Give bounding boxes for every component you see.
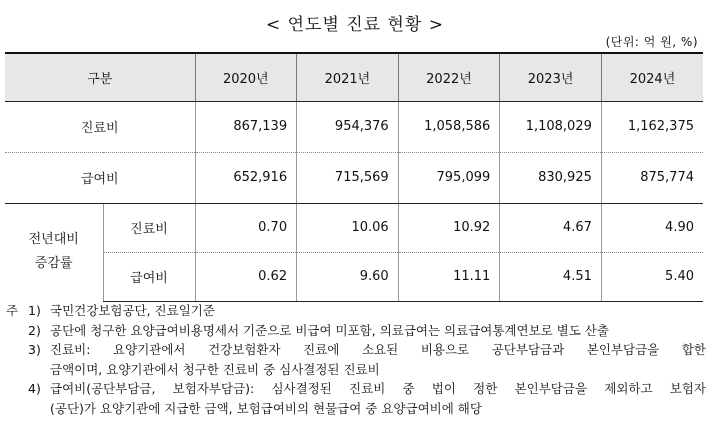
footnote-text: (공단)가 요양기관에 지급한 금액, 보험급여비의 현물급여 중 요양급여비에 해당 [50, 400, 482, 416]
footnote-item [6, 340, 706, 360]
footnote-text: 금액이며, 요양기관에서 청구한 진료비 중 심사결정된 진료비 [50, 361, 380, 377]
footnote-item [6, 301, 706, 321]
row-sublabel: 진료비 [103, 203, 195, 252]
table-cell: 830,925 [500, 152, 602, 203]
table-cell: 652,916 [195, 152, 297, 203]
header-year: 2023년 [500, 53, 602, 101]
table-cell: 11.11 [398, 252, 500, 301]
row-label: 진료비 [5, 101, 195, 152]
footnote-number: 1) [28, 303, 41, 318]
table-cell: 5.40 [601, 252, 703, 301]
header-year: 2020년 [195, 53, 297, 101]
header-year: 2022년 [398, 53, 500, 101]
header-year: 2021년 [297, 53, 399, 101]
row-sublabel: 급여비 [103, 252, 195, 301]
footnote-item [6, 321, 706, 341]
table-cell: 954,376 [297, 101, 399, 152]
growth-label-line2: 증감률 [34, 256, 73, 272]
table-cell: 795,099 [398, 152, 500, 203]
table-cell: 715,569 [297, 152, 399, 203]
table-cell: 4.51 [500, 252, 602, 301]
table-row-benefit-cost [5, 152, 703, 203]
table-cell: 1,108,029 [500, 101, 602, 152]
table-cell: 1,058,586 [398, 101, 500, 152]
footnote-item [6, 379, 706, 399]
header-category: 구분 [5, 53, 195, 101]
footnote-text: 국민건강보험공단, 진료일기준 [50, 303, 215, 318]
footnote-text: 급여비(공단부담금, 보험자부담금): 심사결정된 진료비 중 법이 정한 본인부담금을 제외하고 보험자 [50, 381, 706, 396]
table-cell: 1,162,375 [601, 101, 703, 152]
footnote-text: 공단에 청구한 요양급여비용명세서 기준으로 비급여 미포함, 의료급여는 의료급여통계연보로 별도 산출 [50, 322, 609, 338]
table-cell: 9.60 [297, 252, 399, 301]
table-cell: 4.90 [601, 203, 703, 252]
table-cell: 0.62 [195, 252, 297, 301]
header-row [5, 53, 703, 101]
table-cell: 0.70 [195, 203, 297, 252]
page-title: < 연도별 진료 현황 > [265, 15, 445, 35]
row-label: 급여비 [5, 152, 195, 203]
table-row-growth-benefit [5, 252, 703, 301]
footnote-number: 4) [28, 381, 41, 396]
statistics-table [5, 52, 703, 302]
footnote-item [6, 360, 706, 380]
header-year: 2024년 [601, 53, 703, 101]
table-cell: 4.67 [500, 203, 602, 252]
growth-label-line1: 전년대비 [28, 232, 79, 248]
table-cell: 10.92 [398, 203, 500, 252]
table-cell: 867,139 [195, 101, 297, 152]
table-cell: 875,774 [601, 152, 703, 203]
footnote-item [6, 399, 706, 419]
footnote-head: 주 [6, 303, 19, 318]
table-row-treatment-cost [5, 101, 703, 152]
table-cell: 10.06 [297, 203, 399, 252]
footnote-number: 3) [28, 342, 41, 357]
footnotes [6, 301, 706, 418]
table-row-growth-treatment [5, 203, 703, 252]
footnote-text: 진료비: 요양기관에서 건강보험환자 진료에 소요된 비용으로 공단부담금과 본인부담금을 합한 [50, 342, 706, 357]
footnote-number: 2) [28, 322, 41, 338]
growth-rate-group-label [5, 203, 103, 301]
unit-label: (단위: 억 원, %) [605, 35, 698, 49]
